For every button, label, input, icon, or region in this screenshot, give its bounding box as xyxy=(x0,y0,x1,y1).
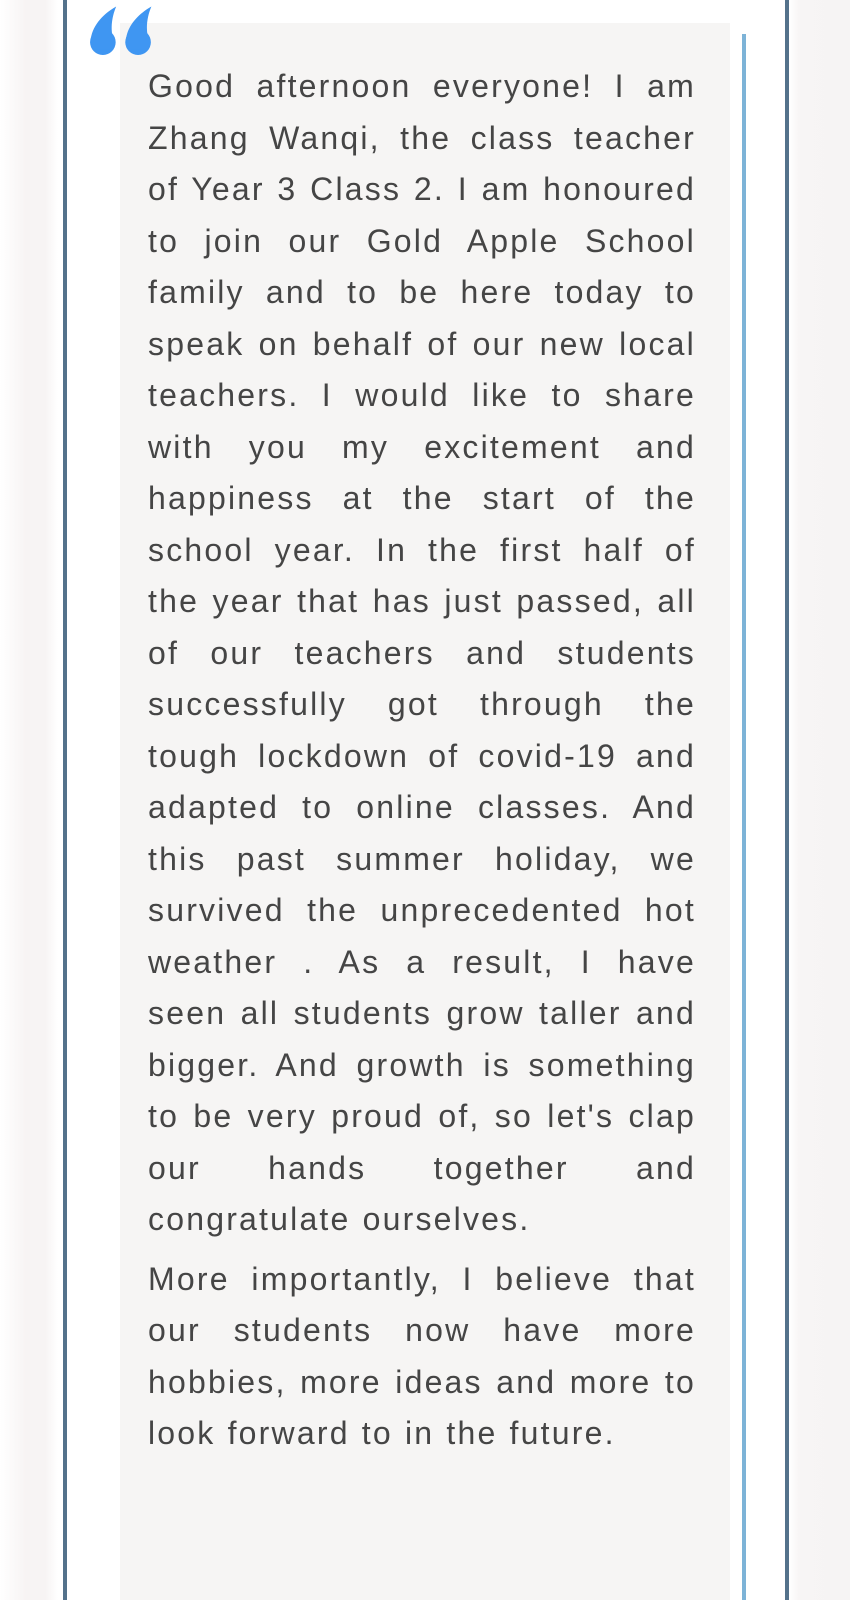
quote-paragraph-2: More importantly, I believe that our students now have more hobbies, more ideas and more to look forward to in the future. xyxy=(148,1260,696,1451)
open-double-quote-icon xyxy=(89,6,153,56)
left-page-edge-shade xyxy=(0,0,58,1600)
left-border-line xyxy=(63,0,67,1600)
inner-right-accent-line xyxy=(742,34,746,1600)
right-page-edge-shade xyxy=(789,0,850,1600)
quote-paragraph-1: Good afternoon everyone! I am Zhang Wanqi, the class teacher of Year 3 Class 2. I am honoured to join our Gold Apple School family and to be here today to speak on behalf of our new local teachers. I would like to share with you my excitement and happiness at the start of the school year. In the first half of the year that has just passed, all of our teachers and students successfully got through the tough lockdown of covid-19 and adapted to online classes. And this past summer holiday, we survived the unprecedented hot weather . As a result, I have seen all students grow taller and bigger. And growth is something to be very proud of, so let's clap our hands together and congratulate ourselves. xyxy=(148,68,696,1237)
right-border-line xyxy=(785,0,789,1600)
quote-block xyxy=(120,23,730,1600)
